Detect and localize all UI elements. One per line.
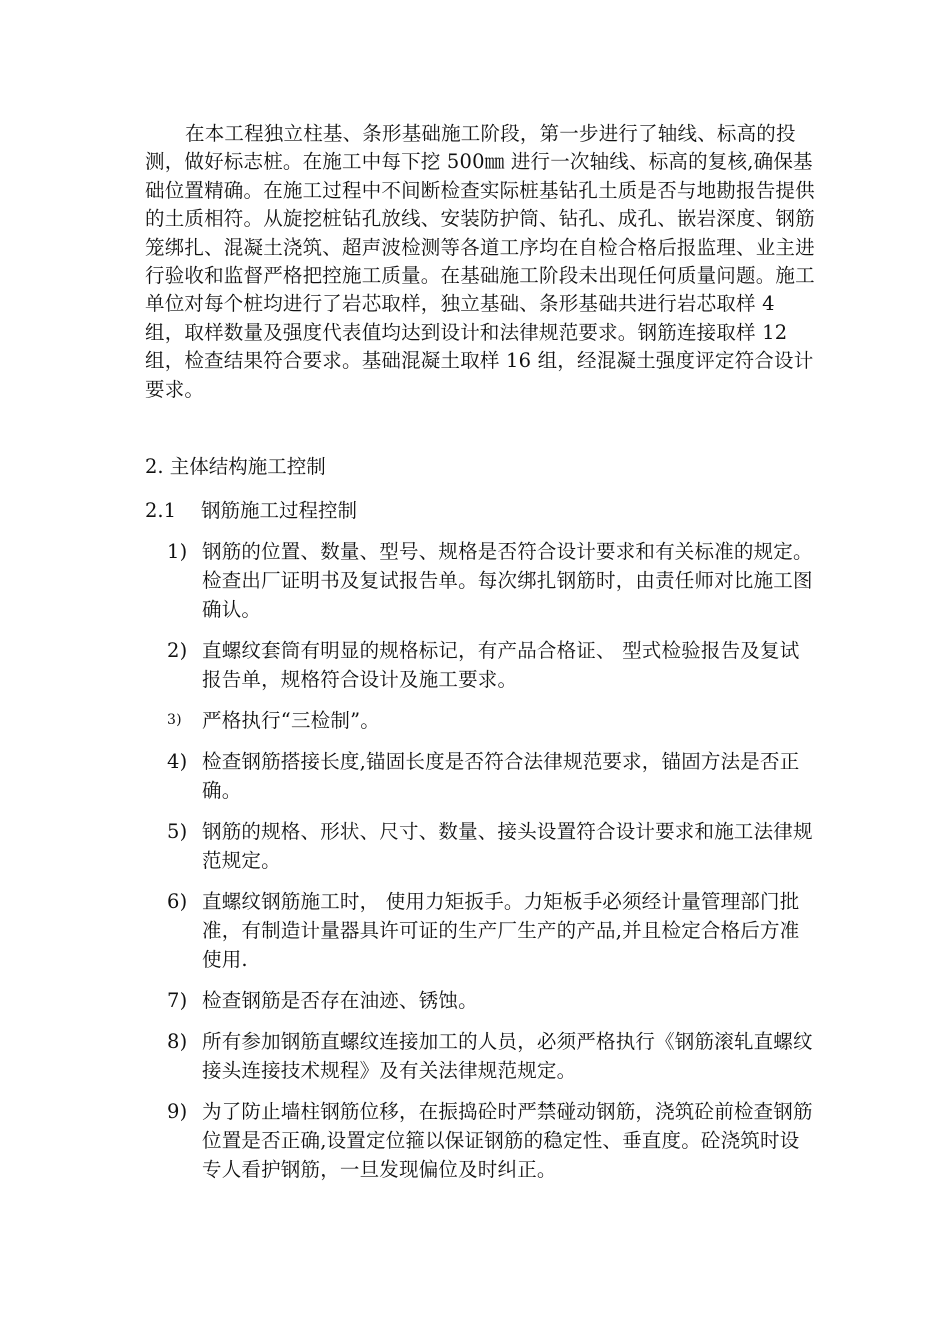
list-item-text: 钢筋的规格、形状、尺寸、数量、接头设置符合设计要求和施工法律规范规定。 [202, 820, 813, 872]
list-item-text: 直螺纹套筒有明显的规格标记，有产品合格证、 型式检验报告及复试报告单，规格符合设计及施工要求。 [202, 639, 800, 691]
list-item-text: 检查钢筋是否存在油迹、锈蚀。 [202, 989, 478, 1012]
list-item-text: 检查钢筋搭接长度,锚固长度是否符合法律规范要求，锚固方法是否正确。 [202, 750, 800, 802]
list-item-text: 为了防止墙柱钢筋位移，在振捣砼时严禁碰动钢筋，浇筑砼前检查钢筋位置是否正确,设置定位箍以保证钢筋的稳定性、垂直度。砼浇筑时设专人看护钢筋，一旦发现偏位及时纠正。 [202, 1100, 813, 1181]
list-item-number: 5) [167, 820, 188, 843]
list-item-number: 6) [167, 890, 188, 913]
intro-paragraph: 在本工程独立柱基、条形基础施工阶段，第一步进行了轴线、标高的投测，做好标志桩。在施工中每下挖 500㎜ 进行一次轴线、标高的复核,确保基础位置精确。在施工过程中不间断检查实际桩基钻孔土质是否与地勘报告提供的土质相符。从旋挖桩钻孔放线、安装防护筒、钻孔、成孔、嵌岩深度、钢筋笼绑扎、混凝土浇筑、超声波检测等各道工序均在自检合格后报监理、业主进行验收和监督严格把控施工质量。在基础施工阶段未出现任何质量问题。施工单位对每个桩均进行了岩芯取样，独立基础、条形基础共进行岩芯取样 4 组，取样数量及强度代表值均达到设计和法律规范要求。钢筋连接取样 12 组，检查结果符合要求。基础混凝土取样 16 组，经混凝土强度评定符合设计要求。 [145, 122, 815, 401]
list-item [145, 636, 815, 694]
subsection-title: 钢筋施工过程控制 [201, 499, 358, 522]
list-item-number: 8) [167, 1030, 188, 1053]
list-item-number: 2) [167, 639, 188, 662]
list-item [145, 537, 815, 624]
list-item-number: 3) [167, 712, 182, 728]
list-item-text: 钢筋的位置、数量、型号、规格是否符合设计要求和有关标准的规定。检查出厂证明书及复试报告单。每次绑扎钢筋时，由责任师对比施工图确认。 [202, 540, 813, 621]
subsection-heading [145, 497, 357, 525]
list-item [145, 887, 815, 974]
list-item [145, 1097, 815, 1184]
list-item-text: 直螺纹钢筋施工时， 使用力矩扳手。力矩板手必须经计量管理部门批准，有制造计量器具许可证的生产厂生产的产品,并且检定合格后方准使用. [202, 890, 800, 971]
list-item-text: 所有参加钢筋直螺纹连接加工的人员，必须严格执行《钢筋滚轧直螺纹接头连接技术规程》及有关法律规范规定。 [202, 1030, 813, 1082]
list-item [145, 817, 815, 875]
list-item-number: 9) [167, 1100, 188, 1123]
list-item [145, 747, 815, 805]
list-item-number: 7) [167, 989, 188, 1012]
list-item-text: 严格执行“三检制”。 [202, 709, 380, 732]
section-heading: 2. 主体结构施工控制 [145, 455, 326, 478]
list-item [145, 1027, 815, 1085]
checklist [145, 537, 815, 1196]
list-item [145, 706, 815, 735]
subsection-number: 2.1 [145, 499, 177, 522]
list-item-number: 4) [167, 750, 188, 773]
list-item-number: 1) [167, 540, 188, 563]
list-item [145, 986, 815, 1015]
